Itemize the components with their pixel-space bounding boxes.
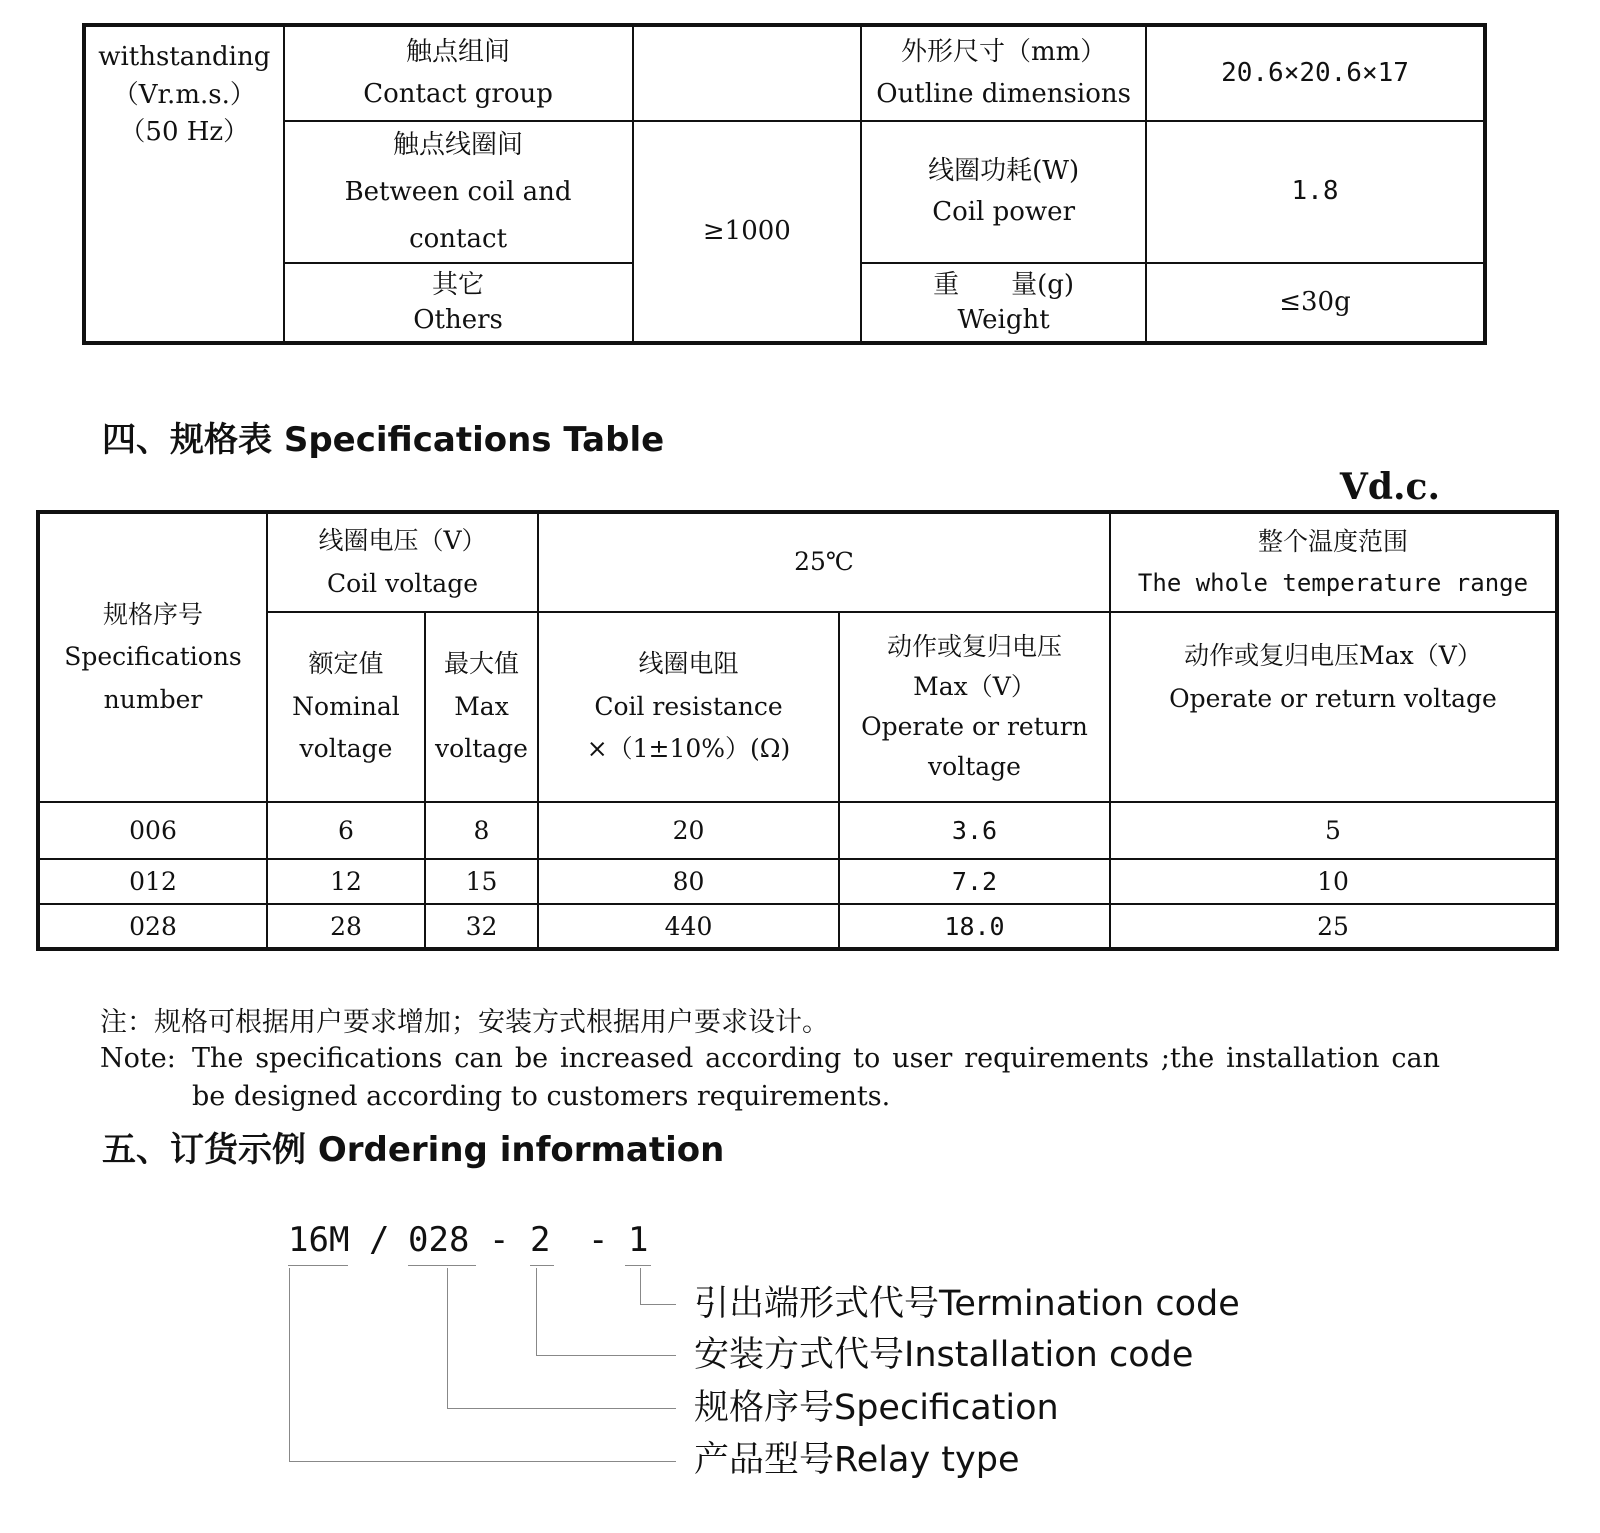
operate-whole-cn: 动作或复归电压Max（V） — [1184, 641, 1482, 670]
whole-temp-en: The whole temperature range — [1137, 569, 1529, 598]
contact-group-cn: 触点组间 — [406, 36, 511, 67]
coil-power-en: Coil power — [932, 197, 1075, 228]
table-row — [38, 802, 1557, 859]
spec-number-cn: 规格序号 — [102, 599, 203, 629]
code-separator-dash: - — [489, 1220, 510, 1260]
spec-number-header — [38, 512, 267, 802]
code-separator-dash: - — [588, 1220, 609, 1260]
withstanding-text: withstanding — [98, 42, 271, 72]
operate-whole-cell: 10 — [1110, 859, 1557, 904]
underline-installation — [530, 1265, 554, 1266]
weight-label-cell — [861, 263, 1146, 343]
note-chinese: 注：规格可根据用户要求增加；安装方式根据用户要求设计。 — [100, 1007, 829, 1038]
unit-label: Vd.c. — [1339, 466, 1440, 508]
weight-en: Weight — [957, 304, 1050, 335]
specifications-table — [36, 510, 1559, 951]
weight-cn: 重 量(g) — [933, 269, 1075, 300]
max-cell: 32 — [425, 904, 538, 949]
max-en2: voltage — [435, 734, 528, 764]
code-specification: 028 — [408, 1220, 470, 1260]
coil-resistance-en: Coil resistance — [594, 691, 783, 721]
max-cn: 最大值 — [443, 649, 519, 679]
others-cn: 其它 — [432, 269, 485, 300]
weight-value: ≤30g — [1146, 263, 1485, 343]
nominal-cell: 6 — [267, 802, 425, 859]
underline-relay-type — [288, 1265, 348, 1266]
leader-relay-type — [289, 1268, 676, 1462]
note-english — [100, 1040, 1440, 1116]
empty-cell — [633, 25, 862, 121]
code-separator-slash: / — [369, 1220, 390, 1260]
label-termination: 引出端形式代号Termination code — [694, 1284, 1240, 1324]
label-installation: 安装方式代号Installation code — [694, 1335, 1194, 1375]
note-text: The specifications can be increased according to user requirements ;the installation can be designed according to customers requirements. — [192, 1043, 1440, 1112]
outline-label-cell — [861, 25, 1146, 121]
spec-no-cell: 028 — [38, 904, 267, 949]
operate-25-en1: Operate or return — [861, 712, 1088, 741]
spec-no-cell: 012 — [38, 859, 267, 904]
coil-voltage-cn: 线圈电压（V） — [318, 526, 487, 555]
nominal-cell: 28 — [267, 904, 425, 949]
contact-group-cell — [284, 25, 633, 121]
temp-25-header: 25℃ — [538, 512, 1110, 612]
underline-termination — [625, 1265, 651, 1266]
code-relay-type: 16M — [288, 1220, 350, 1260]
spec-number-en1: Specifications — [64, 642, 242, 672]
operate-25-max: Max（V） — [913, 672, 1036, 701]
label-relay-type: 产品型号Relay type — [694, 1440, 1020, 1480]
coil-voltage-en: Coil voltage — [326, 568, 479, 598]
underline-specification — [408, 1265, 476, 1266]
max-header — [425, 612, 538, 802]
label-specification: 规格序号Specification — [694, 1388, 1059, 1428]
withstanding-frequency: （50 Hz） — [119, 117, 250, 148]
nominal-cn: 额定值 — [308, 649, 384, 679]
nominal-en2: voltage — [299, 734, 393, 764]
outline-cn: 外形尺寸（mm） — [900, 36, 1107, 67]
nominal-en1: Nominal — [292, 691, 400, 721]
operate-whole-en: Operate or return voltage — [1169, 683, 1497, 713]
leader-specification — [447, 1268, 676, 1409]
contact-group-en: Contact group — [363, 78, 553, 109]
code-termination: 1 — [628, 1220, 649, 1260]
coil-resistance-unit: ×（1±10%）(Ω) — [586, 734, 791, 764]
nominal-cell: 12 — [267, 859, 425, 904]
resistance-cell: 80 — [538, 859, 839, 904]
leader-installation — [536, 1268, 676, 1356]
nominal-header — [267, 612, 425, 802]
between-coil-contact-cn: 触点线圈间 — [393, 130, 524, 160]
resistance-cell: 20 — [538, 802, 839, 859]
coil-power-cn: 线圈功耗(W) — [928, 155, 1080, 186]
operate-25-header — [839, 612, 1110, 802]
spec-number-en2: number — [103, 684, 203, 714]
coil-resistance-cn: 线圈电阻 — [638, 649, 739, 679]
operate-25-cell: 7.2 — [839, 859, 1110, 904]
spec-no-cell: 006 — [38, 802, 267, 859]
outline-value: 20.6×20.6×17 — [1146, 25, 1485, 121]
resistance-cell: 440 — [538, 904, 839, 949]
operate-25-en2: voltage — [928, 752, 1021, 781]
max-cell: 8 — [425, 802, 538, 859]
section-5-title: 五、订货示例 Ordering information — [102, 1130, 725, 1170]
whole-temp-cn: 整个温度范围 — [1257, 526, 1408, 556]
whole-temp-header — [1110, 512, 1557, 612]
operate-whole-cell: 25 — [1110, 904, 1557, 949]
max-cell: 15 — [425, 859, 538, 904]
operate-whole-header — [1110, 612, 1557, 802]
electrical-characteristics-table — [82, 23, 1487, 345]
max-en1: Max — [454, 691, 509, 721]
outline-en: Outline dimensions — [876, 78, 1131, 109]
between-coil-contact-cell — [284, 121, 633, 263]
section-4-title: 四、规格表 Specifications Table — [102, 420, 665, 460]
note-label: Note: — [100, 1043, 176, 1074]
between-coil-contact-en2: contact — [409, 223, 508, 254]
coil-voltage-header — [267, 512, 538, 612]
code-installation: 2 — [530, 1220, 551, 1260]
between-coil-contact-en1: Between coil and — [344, 176, 572, 207]
table-row — [38, 859, 1557, 904]
operate-25-cell: 18.0 — [839, 904, 1110, 949]
operate-25-cn: 动作或复归电压 — [886, 632, 1062, 661]
table-row — [38, 904, 1557, 949]
coil-resistance-header — [538, 612, 839, 802]
leader-termination — [640, 1268, 676, 1305]
coil-power-value: 1.8 — [1146, 121, 1485, 263]
withstanding-value: ≥1000 — [633, 121, 862, 343]
withstanding-label — [84, 25, 284, 343]
withstanding-unit: （Vr.m.s.） — [112, 79, 256, 110]
operate-whole-cell: 5 — [1110, 802, 1557, 859]
operate-25-cell: 3.6 — [839, 802, 1110, 859]
coil-power-label-cell — [861, 121, 1146, 263]
others-en: Others — [413, 304, 503, 335]
others-cell — [284, 263, 633, 343]
